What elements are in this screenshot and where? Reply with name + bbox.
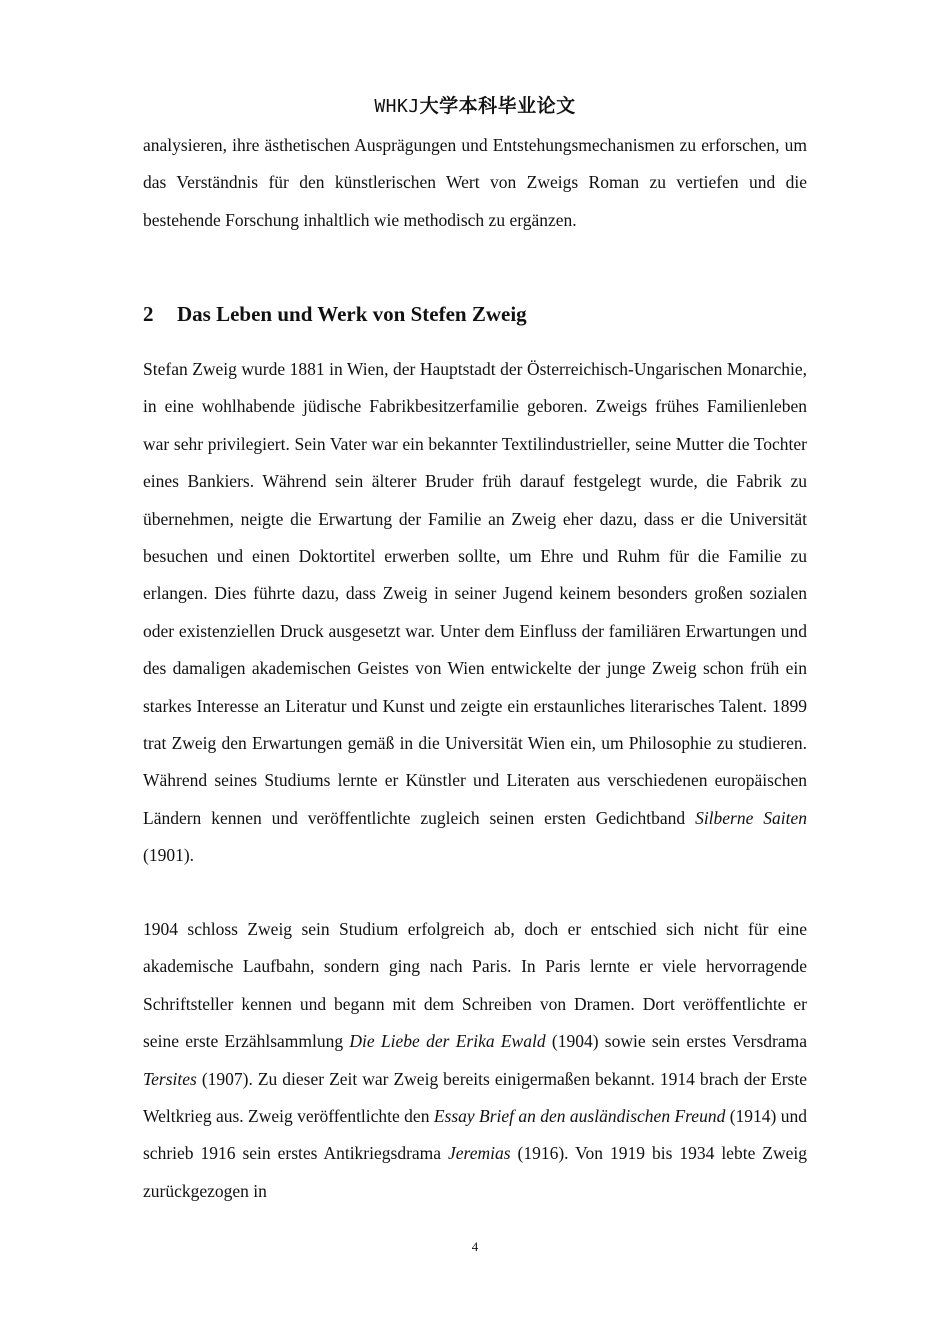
- life-paragraph-1-text: [143, 351, 807, 875]
- work-title-essay-brief: Essay Brief an den ausländischen Freund: [433, 1106, 726, 1127]
- work-title-tersites: Tersites: [143, 1068, 197, 1089]
- running-header: [0, 94, 950, 120]
- intro-paragraph-text: analysieren, ihre ästhetischen Ausprägungen und Entstehungsmechanismen zu erforschen, um das Verständnis für den künstlerischen Wert von Zweigs Roman zu vertiefen und die bestehende Forschung inhaltlich wie methodisch zu ergänzen.: [143, 135, 807, 230]
- header-latin: WHKJ: [374, 96, 420, 117]
- life-1-end: (1901).: [143, 845, 195, 866]
- section-number: 2: [143, 302, 154, 326]
- intro-paragraph: [143, 127, 807, 239]
- section-title: Das Leben und Werk von Stefen Zweig: [177, 302, 527, 326]
- life-paragraph-2: [143, 911, 807, 1210]
- life-paragraph-2-text: [143, 911, 807, 1210]
- header-cjk: 大学本科毕业论文: [419, 96, 576, 117]
- work-title-jeremias: Jeremias: [448, 1143, 511, 1164]
- life-2-e: (1916). Von 1919 bis 1934 lebte Zweig zurückgezogen in: [143, 1143, 807, 1201]
- life-paragraph-1: [143, 351, 807, 875]
- life-2-c: (1907). Zu dieser Zeit war Zweig bereits einigermaßen bekannt. 1914 brach der Erste Weltkrieg aus. Zweig veröffentlichte den: [143, 1068, 807, 1127]
- life-1-main: Stefan Zweig wurde 1881 in Wien, der Hauptstadt der Österreichisch-Ungarischen Monarchie, in eine wohlhabende jüdische Fabrikbesitzerfamilie geboren. Zweigs frühes Familienleben war sehr privilegiert. Sein Vater war ein bekannter Textilindustrieller, seine Mutter die Tochter eines Bankiers. Während sein älterer Bruder früh darauf festgelegt wurde, die Fabrik zu übernehmen, neigte die Erwartung der Familie an Zweig eher dazu, dass er die Universität besuchen und einen Doktortitel erwerben sollte, um Ehre und Ruhm für die Familie zu erlangen. Dies führte dazu, dass Zweig in seiner Jugend keinem besonders großen sozialen oder existenziellen Druck ausgesetzt war. Unter dem Einfluss der familiären Erwartungen und des damaligen akademischen Geistes von Wien entwickelte der junge Zweig schon früh ein starkes Interesse an Literatur und Kunst und zeigte ein erstaunliches literarisches Talent. 1899 trat Zweig den Erwartungen gemäß in die Universität Wien ein, um Philosophie zu studieren. Während seines Studiums lernte er Künstler und Literaten aus verschiedenen europäischen Ländern kennen und veröffentlichte zugleich seinen ersten Gedichtband: [143, 359, 807, 828]
- work-title-erika-ewald: Die Liebe der Erika Ewald: [349, 1031, 546, 1052]
- life-2-a: 1904 schloss Zweig sein Studium erfolgreich ab, doch er entschied sich nicht für eine akademische Laufbahn, sondern ging nach Paris. In Paris lernte er viele hervorragende Schriftsteller kennen und begann mit dem Schreiben von Dramen. Dort veröffentlichte er seine erste Erzählsammlung: [143, 919, 807, 1052]
- life-2-d: (1914) und schrieb 1916 sein erstes Antikriegsdrama: [143, 1106, 807, 1164]
- page-number: 4: [471, 1239, 479, 1254]
- work-title-silberne-saiten: Silberne Saiten: [695, 807, 808, 828]
- life-2-b: (1904) sowie sein erstes Versdrama: [545, 1031, 808, 1052]
- section-heading: [143, 297, 807, 331]
